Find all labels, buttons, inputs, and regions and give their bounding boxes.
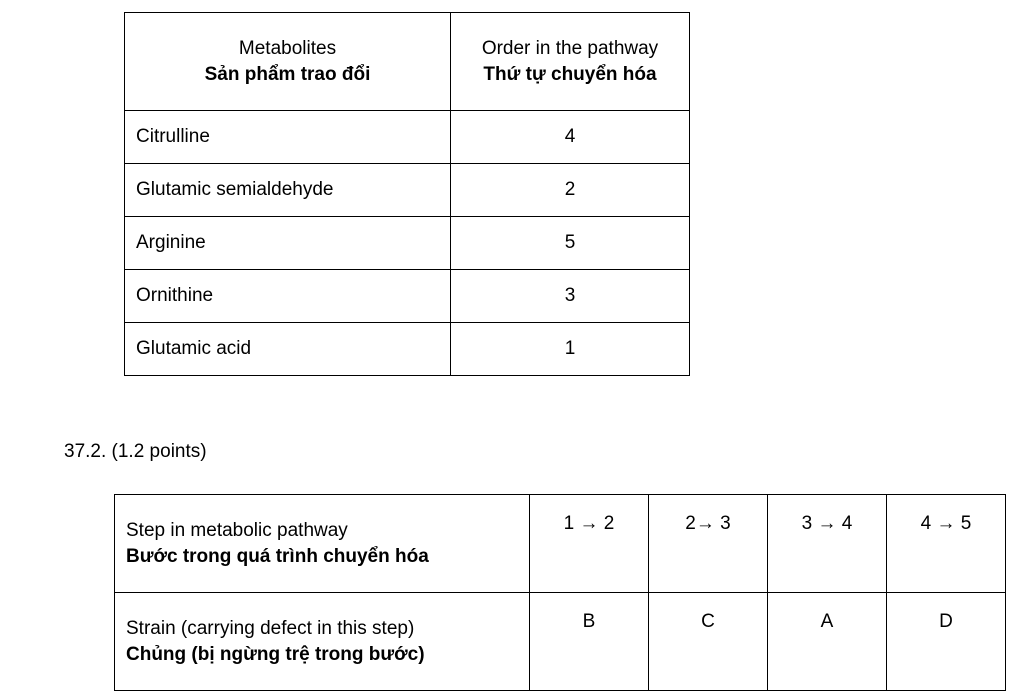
strain-cell: A: [768, 593, 887, 691]
strain-cell: B: [530, 593, 649, 691]
step-cell: 1 → 2: [530, 495, 649, 593]
table-row: [125, 270, 690, 323]
step-label-cell: [115, 495, 530, 593]
metabolite-cell: Citrulline: [125, 111, 451, 164]
strain-label-cell: [115, 593, 530, 691]
order-cell: 1: [451, 323, 690, 376]
table-row-steps: [115, 495, 1006, 593]
header-order-vi: Thứ tự chuyển hóa: [483, 63, 657, 85]
table-row-strains: [115, 593, 1006, 691]
table-header-row: [125, 13, 690, 111]
step-cell: 4 → 5: [887, 495, 1006, 593]
metabolite-cell: Arginine: [125, 217, 451, 270]
step-label-vi: Bước trong quá trình chuyển hóa: [126, 545, 429, 567]
order-cell: 2: [451, 164, 690, 217]
header-metabolites-vi: Sản phẩm trao đổi: [204, 63, 371, 85]
table-row: [125, 217, 690, 270]
header-order-en: Order in the pathway: [481, 37, 659, 59]
metabolite-cell: Ornithine: [125, 270, 451, 323]
strain-label-en: Strain (carrying defect in this step): [126, 617, 415, 639]
metabolite-cell: Glutamic acid: [125, 323, 451, 376]
step-label-en: Step in metabolic pathway: [126, 519, 348, 541]
strain-label-vi: Chủng (bị ngừng trệ trong bước): [126, 643, 425, 665]
step-cell: 2→ 3: [649, 495, 768, 593]
metabolite-cell: Glutamic semialdehyde: [125, 164, 451, 217]
header-order-cell: [451, 13, 690, 111]
order-cell: 3: [451, 270, 690, 323]
table-row: [125, 164, 690, 217]
question-number-label: 37.2. (1.2 points): [64, 441, 207, 462]
order-cell: 4: [451, 111, 690, 164]
table-row: [125, 323, 690, 376]
pathway-step-strain-table: [114, 494, 1006, 691]
header-metabolites-en: Metabolites: [238, 37, 337, 59]
step-cell: 3 → 4: [768, 495, 887, 593]
strain-cell: D: [887, 593, 1006, 691]
header-metabolites-cell: [125, 13, 451, 111]
table-row: [125, 111, 690, 164]
metabolites-order-table: [124, 12, 690, 376]
order-cell: 5: [451, 217, 690, 270]
strain-cell: C: [649, 593, 768, 691]
